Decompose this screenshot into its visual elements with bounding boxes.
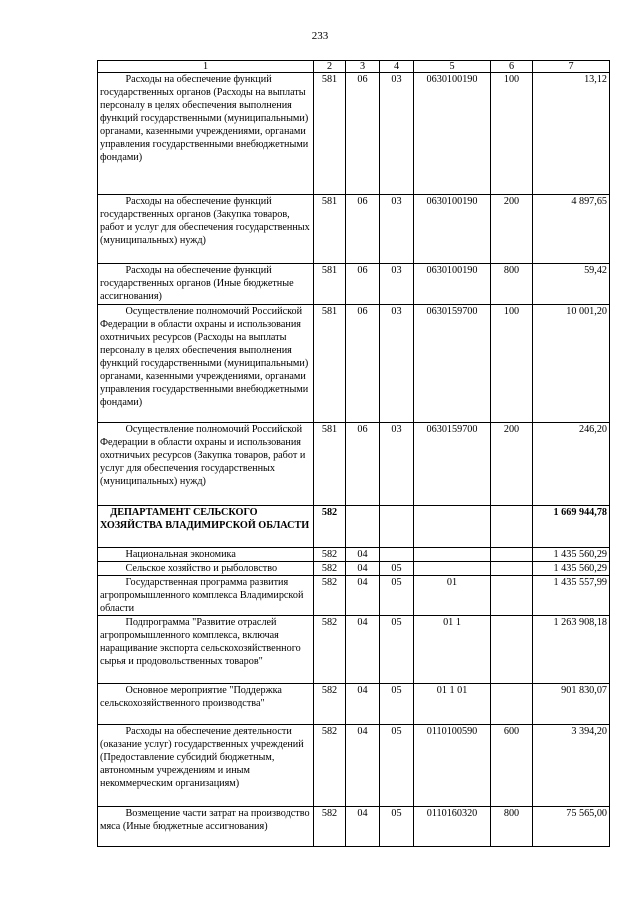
cell-ved: 582 [314,616,346,684]
cell-pr: 05 [380,576,414,616]
cell-rz: 06 [346,423,380,506]
row-name: Осуществление полномочий Российской Федерации в области охраны и использования охотничьих ресурсов (Расходы на выплаты персоналу в целях обеспечения выполнения функций государственными (муниципальными) органами, казенными учреждениями, органами управления государственными внебюджетными фондами) [98,305,314,423]
cell-sum: 1 263 908,18 [533,616,610,684]
cell-vr: 200 [491,195,533,264]
cell-sum: 10 001,20 [533,305,610,423]
cell-vr: 600 [491,725,533,807]
column-header: 6 [491,61,533,73]
table-row [98,264,610,305]
cell-pr: 05 [380,807,414,847]
cell-csr: 0630100190 [414,264,491,305]
table-row [98,73,610,195]
row-name: Расходы на обеспечение функций государственных органов (Закупка товаров, работ и услуг для обеспечения государственных (муниципальных) нужд) [98,195,314,264]
table-row [98,562,610,576]
cell-rz: 04 [346,562,380,576]
table-row [98,423,610,506]
row-name: Возмещение части затрат на производство мяса (Иные бюджетные ассигнования) [98,807,314,847]
cell-pr: 03 [380,195,414,264]
table-row [98,548,610,562]
cell-vr [491,684,533,725]
row-name: Расходы на обеспечение функций государственных органов (Расходы на выплаты персоналу в целях обеспечения выполнения функций государственными (муниципальными) органами, казенными учреждениями, органами управления государственными внебюджетными фондами) [98,73,314,195]
cell-csr [414,506,491,548]
cell-sum: 75 565,00 [533,807,610,847]
cell-sum: 4 897,65 [533,195,610,264]
table-row [98,616,610,684]
row-name: Расходы на обеспечение функций государственных органов (Иные бюджетные ассигнования) [98,264,314,305]
cell-ved: 582 [314,807,346,847]
cell-ved: 582 [314,684,346,725]
cell-ved: 582 [314,548,346,562]
cell-rz: 04 [346,725,380,807]
cell-pr: 05 [380,725,414,807]
table-row [98,576,610,616]
table-row [98,305,610,423]
cell-pr: 05 [380,562,414,576]
table-row [98,684,610,725]
cell-csr: 0630100190 [414,73,491,195]
cell-vr [491,506,533,548]
cell-vr [491,576,533,616]
row-name: Государственная программа развития агропромышленного комплекса Владимирской области [98,576,314,616]
cell-rz: 04 [346,576,380,616]
table-row [98,725,610,807]
cell-vr: 100 [491,305,533,423]
cell-csr: 01 [414,576,491,616]
cell-ved: 581 [314,73,346,195]
cell-csr: 0110100590 [414,725,491,807]
row-name: Расходы на обеспечение деятельности (оказание услуг) государственных учреждений (Предоставление субсидий бюджетным, автономным учреждениям и иным некоммерческим организациям) [98,725,314,807]
cell-vr [491,562,533,576]
cell-pr: 03 [380,305,414,423]
cell-vr: 100 [491,73,533,195]
cell-csr: 01 1 01 [414,684,491,725]
row-name: Осуществление полномочий Российской Федерации в области охраны и использования охотничьих ресурсов (Закупка товаров, работ и услуг для обеспечения государственных (муниципальных) нужд) [98,423,314,506]
cell-sum: 1 669 944,78 [533,506,610,548]
row-name: Подпрограмма "Развитие отраслей агропромышленного комплекса, включая наращивание экспорта сельскохозяйственного сырья и продовольственных товаров" [98,616,314,684]
table-row-department [98,506,610,548]
cell-vr: 200 [491,423,533,506]
cell-ved: 582 [314,506,346,548]
cell-rz: 06 [346,73,380,195]
cell-pr: 03 [380,264,414,305]
column-header: 5 [414,61,491,73]
cell-ved: 582 [314,576,346,616]
cell-csr [414,562,491,576]
cell-ved: 582 [314,725,346,807]
cell-rz: 06 [346,195,380,264]
cell-ved: 581 [314,195,346,264]
cell-pr [380,506,414,548]
table-row [98,807,610,847]
header-row [98,61,610,73]
cell-sum: 246,20 [533,423,610,506]
cell-sum: 13,12 [533,73,610,195]
cell-pr [380,548,414,562]
cell-rz: 04 [346,616,380,684]
cell-rz: 04 [346,548,380,562]
cell-sum: 3 394,20 [533,725,610,807]
cell-sum: 59,42 [533,264,610,305]
cell-csr: 0630100190 [414,195,491,264]
cell-vr [491,616,533,684]
column-header: 1 [98,61,314,73]
cell-rz: 04 [346,684,380,725]
column-header: 2 [314,61,346,73]
table-row [98,195,610,264]
cell-rz: 06 [346,264,380,305]
cell-pr: 03 [380,73,414,195]
cell-vr: 800 [491,807,533,847]
cell-rz: 06 [346,305,380,423]
cell-vr [491,548,533,562]
row-name: ДЕПАРТАМЕНТ СЕЛЬСКОГО ХОЗЯЙСТВА ВЛАДИМИРСКОЙ ОБЛАСТИ [98,506,314,548]
page-number: 233 [311,30,329,42]
cell-csr: 0630159700 [414,305,491,423]
column-header: 7 [533,61,610,73]
cell-vr: 800 [491,264,533,305]
cell-csr: 01 1 [414,616,491,684]
row-name: Сельское хозяйство и рыболовство [98,562,314,576]
cell-csr: 0110160320 [414,807,491,847]
cell-pr: 03 [380,423,414,506]
budget-table [97,60,610,847]
cell-pr: 05 [380,684,414,725]
cell-sum: 901 830,07 [533,684,610,725]
cell-ved: 581 [314,264,346,305]
column-header: 3 [346,61,380,73]
cell-rz [346,506,380,548]
row-name: Национальная экономика [98,548,314,562]
cell-csr: 0630159700 [414,423,491,506]
cell-ved: 581 [314,305,346,423]
cell-csr [414,548,491,562]
cell-sum: 1 435 557,99 [533,576,610,616]
cell-ved: 581 [314,423,346,506]
cell-pr: 05 [380,616,414,684]
cell-sum: 1 435 560,29 [533,562,610,576]
cell-sum: 1 435 560,29 [533,548,610,562]
cell-ved: 582 [314,562,346,576]
column-header: 4 [380,61,414,73]
cell-rz: 04 [346,807,380,847]
row-name: Основное мероприятие "Поддержка сельскохозяйственного производства" [98,684,314,725]
